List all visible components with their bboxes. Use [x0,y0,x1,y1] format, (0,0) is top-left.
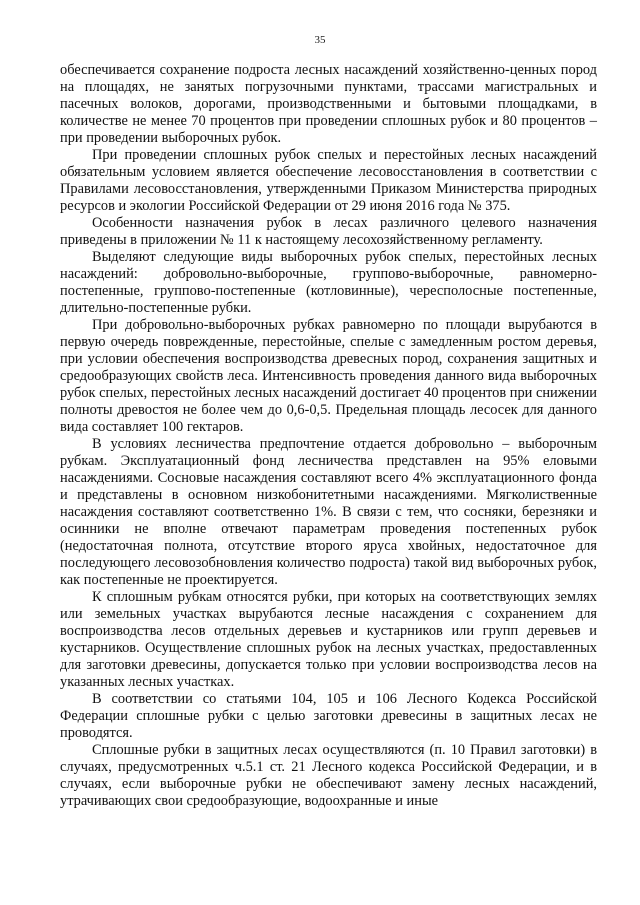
paragraph-3: Особенности назначения рубок в лесах различного целевого назначения приведены в приложении № 11 к настоящему лесохозяйственному регламенту. [60,215,597,248]
paragraph-7: К сплошным рубкам относятся рубки, при которых на соответствующих землях или земельных участках вырубаются лесные насаждения с сохранением для воспроизводства лесов отдельных деревьев и кустарников или групп деревьев и кустарников. Осуществление сплошных рубок на лесных участках, предоставленных для заготовки древесины, допускается только при условии воспроизводства лесов на указанных лесных участках. [60,589,597,690]
paragraph-9: Сплошные рубки в защитных лесах осуществляются (п. 10 Правил заготовки) в случаях, предусмотренных ч.5.1 ст. 21 Лесного кодекса Российской Федерации, и в случаях, если выборочные рубки не обеспечивают замену лесных насаждений, утрачивающих свои средообразующие, водоохранные и иные [60,742,597,809]
paragraph-1: обеспечивается сохранение подроста лесных насаждений хозяйственно-ценных пород на площадях, не занятых погрузочными пунктами, трассами магистральных и пасечных волоков, дорогами, производственными и бытовыми площадками, в количестве не менее 70 процентов при проведении сплошных рубок и 80 процентов – при проведении выборочных рубок. [60,62,597,146]
paragraph-6: В условиях лесничества предпочтение отдается добровольно – выборочным рубкам. Эксплуатационный фонд лесничества представлен на 95% еловыми насаждениями. Сосновые насаждения составляют всего 4% эксплуатационного фонда и представлены в основном низкобонитетными насаждениями. Мягколиственные насаждения составляют соответственно 1%. В связи с тем, что сосняки, березняки и осинники не вполне отвечают параметрам проведения постепенных рубок (недостаточная полнота, отсутствие второго яруса хвойных, недостаточное для последующего лесовозобновления количество подроста) такой вид выборочных рубок, как постепенные не проектируется. [60,436,597,588]
paragraph-5: При добровольно-выборочных рубках равномерно по площади вырубаются в первую очередь поврежденные, перестойные, спелые с замедленным ростом деревья, при условии обеспечения воспроизводства древесных пород, сохранения защитных и средообразующих свойств леса. Интенсивность проведения данного вида выборочных рубок спелых, перестойных лесных насаждений достигает 40 процентов при снижении полноты древостоя не более чем до 0,6-0,5. Предельная площадь лесосек для данного вида составляет 100 гектаров. [60,317,597,435]
paragraph-2: При проведении сплошных рубок спелых и перестойных лесных насаждений обязательным условием является обеспечение лесовосстановления в соответствии с Правилами лесовосстановления, утвержденными Приказом Министерства природных ресурсов и экологии Российской Федерации от 29 июня 2016 года № 375. [60,147,597,214]
paragraph-8: В соответствии со статьями 104, 105 и 106 Лесного Кодекса Российской Федерации сплошные рубки с целью заготовки древесины в защитных лесах не проводятся. [60,691,597,741]
page-number: 35 [314,34,326,46]
body-text [60,62,597,810]
paragraph-4: Выделяют следующие виды выборочных рубок спелых, перестойных лесных насаждений: добровольно-выборочные, группово-выборочные, равномерно-постепенные, группово-постепенные (котловинные), чересполосные постепенные, длительно-постепенные рубки. [60,249,597,316]
